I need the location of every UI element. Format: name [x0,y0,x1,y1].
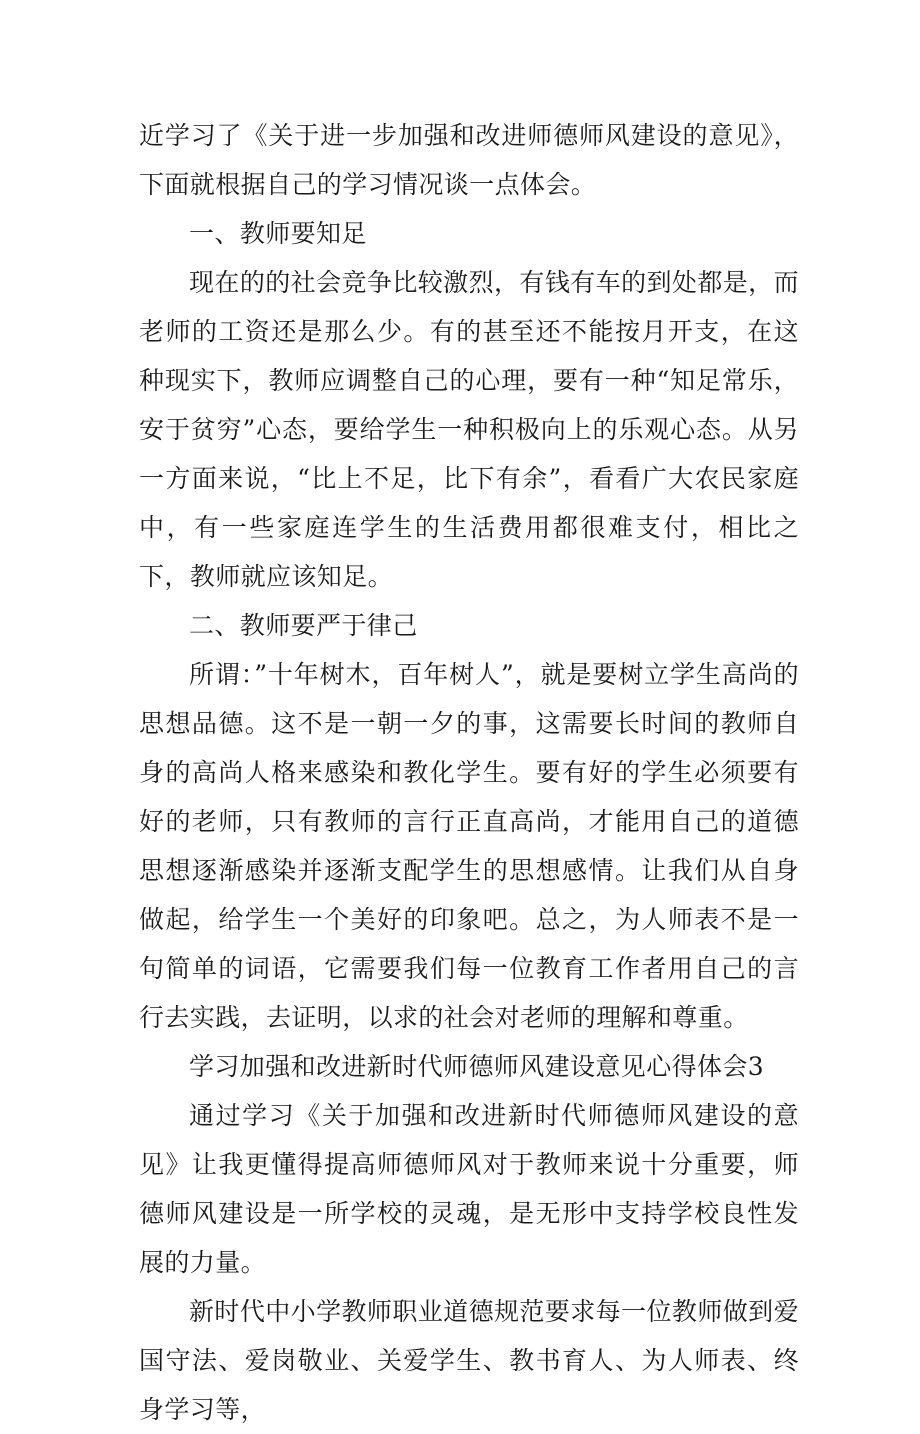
paragraph: 通过学习《关于加强和改进新时代师德师风建设的意见》让我更懂得提高师德师风对于教师来说十分重要，师德师风建设是一所学校的灵魂，是无形中支持学校良性发展的力量。 [139,1101,799,1277]
paragraph: 现在的的社会竞争比较激烈，有钱有车的到处都是，而老师的工资还是那么少。有的甚至还不能按月开支，在这种现实下，教师应调整自己的心理，要有一种“知足常乐，安于贫穷”心态，要给学生一种积极向上的乐观心态。从另一方面来说，“比上不足，比下有余”，看看广大农民家庭中，有一些家庭连学生的生活费用都很难支付，相比之下，教师就应该知足。 [139,268,799,591]
paragraph: 所谓：”十年树木，百年树人”，就是要树立学生高尚的思想品德。这不是一朝一夕的事，这需要长时间的教师自身的高尚人格来感染和教化学生。要有好的学生必须要有好的老师，只有教师的言行正直高尚，才能用自己的道德思想逐渐感染并逐渐支配学生的思想感情。让我们从自身做起，给学生一个美好的印象吧。总之，为人师表不是一句简单的词语，它需要我们每一位教育工作者用自己的言行去实践，去证明，以求的社会对老师的理解和尊重。 [139,660,799,1032]
article-title: 学习加强和改进新时代师德师风建设意见心得体会3 [189,1052,765,1081]
paragraph: 新时代中小学教师职业道德规范要求每一位教师做到爱国守法、爱岗敬业、关爱学生、教书育人、为人师表、终身学习等， [139,1297,799,1424]
section-heading-2: 二、教师要严于律己 [189,611,418,640]
paragraph-continuation: 近学习了《关于进一步加强和改进师德师风建设的意见》，下面就根据自己的学习情况谈一点体会。 [139,121,799,199]
section-heading-1: 一、教师要知足 [189,219,367,248]
document-body [139,111,799,1434]
